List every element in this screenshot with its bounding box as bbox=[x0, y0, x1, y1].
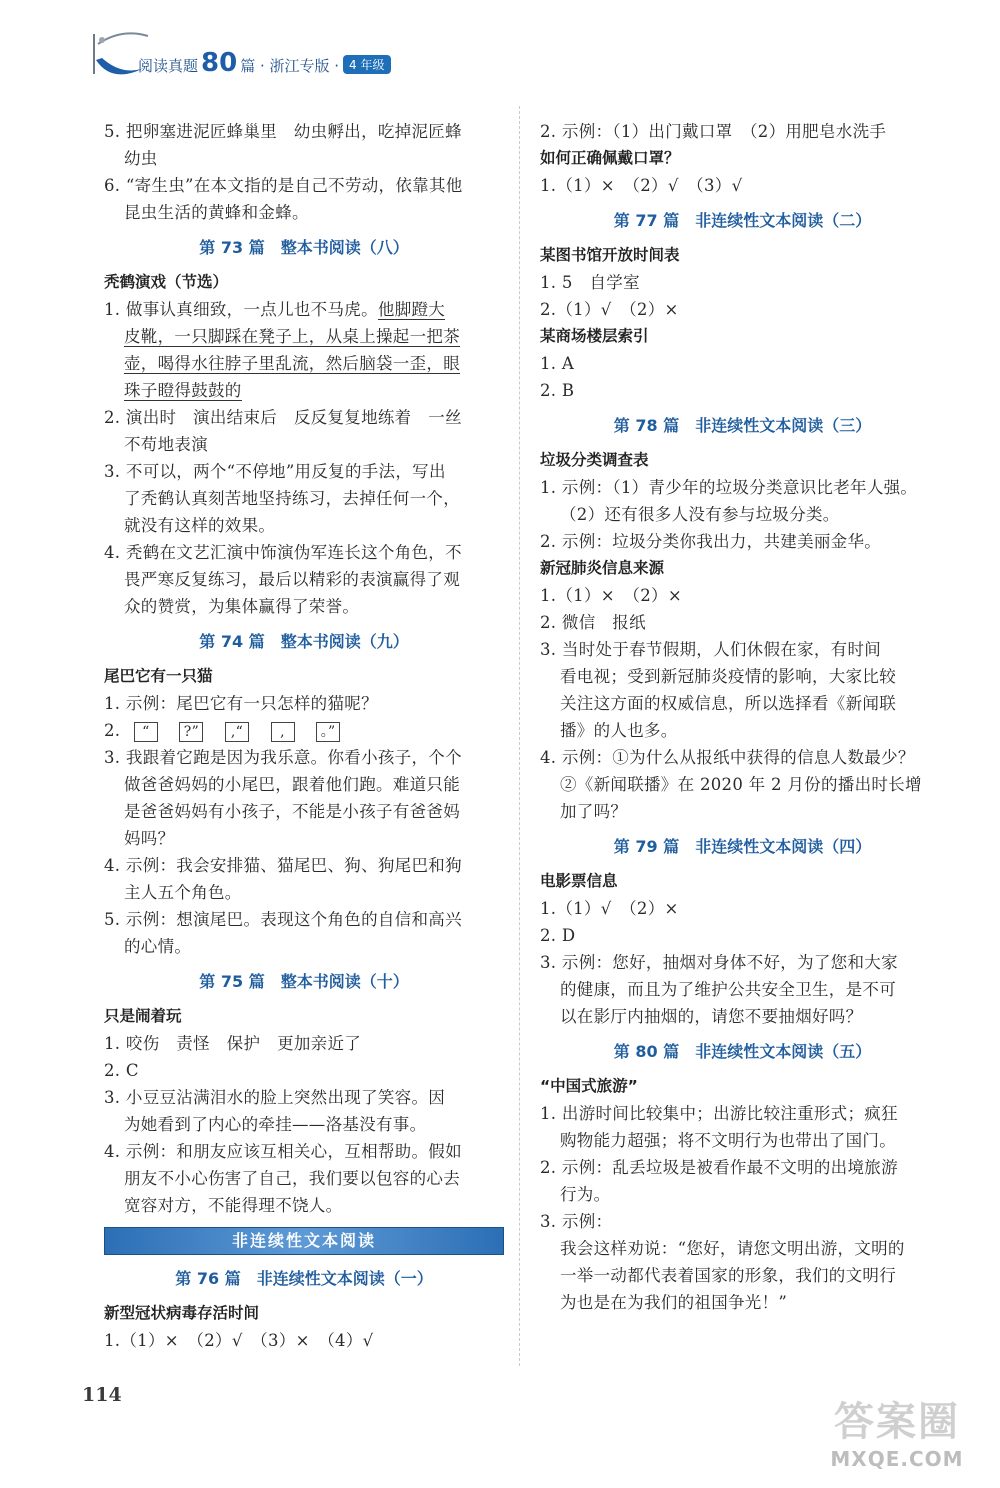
underlined-text: 他脚蹬大 bbox=[377, 300, 446, 319]
watermark-text: 答案圈 bbox=[834, 1399, 960, 1445]
passage-title: 秃鹤演戏（节选） bbox=[104, 273, 229, 291]
passage-title: 某图书馆开放时间表 bbox=[540, 246, 680, 264]
passage-title: 某商场楼层索引 bbox=[540, 327, 649, 345]
column-divider bbox=[519, 106, 520, 1366]
answer-line: 3. 不可以，两个“不停地”用反复的手法，写出 bbox=[104, 462, 446, 481]
answer-line: 3. 小豆豆沾满泪水的脸上突然出现了笑容。因 bbox=[104, 1088, 446, 1107]
punctuation-box: 。” bbox=[316, 722, 340, 742]
answer-line: 3. 示例： bbox=[540, 1212, 613, 1231]
answer-line: 1. 示例：尾巴它有一只怎样的猫呢？ bbox=[104, 694, 378, 713]
answer-line: 1.（1）× （2）× bbox=[540, 586, 682, 605]
answer-line: 2. 演出时 演出结束后 反反复复地练着 一丝 bbox=[104, 408, 462, 427]
answer-line: 加了吗？ bbox=[560, 802, 628, 821]
section-heading-80: 第 80 篇 非连续性文本阅读（五） bbox=[613, 1042, 872, 1061]
answer-line: 为也是在为我们的祖国争光！” bbox=[560, 1293, 788, 1312]
answer-line: 1.（1）√ （2）× bbox=[540, 899, 679, 918]
answer-line: 6. “寄生虫”在本文指的是自己不劳动，依靠其他 bbox=[104, 176, 463, 195]
answer-line: 关注这方面的权威信息，所以选择看《新闻联 bbox=[560, 694, 896, 713]
title-prefix: 阅读真题 bbox=[138, 57, 199, 75]
answer-line: 了秃鹤认真刻苦地坚持练习，去掉任何一个， bbox=[124, 489, 460, 508]
left-column bbox=[104, 118, 504, 1354]
answer-line: 2. 微信 报纸 bbox=[540, 613, 646, 632]
punctuation-box: , bbox=[271, 722, 295, 742]
answer-line: 5. 把卵塞进泥匠蜂巢里 幼虫孵出，吃掉泥匠蜂 bbox=[104, 122, 462, 141]
page-number: 114 bbox=[82, 1384, 122, 1406]
answer-line: 妈吗？ bbox=[124, 829, 175, 848]
punctuation-box: ,“ bbox=[225, 722, 249, 742]
section-heading-78: 第 78 篇 非连续性文本阅读（三） bbox=[613, 416, 872, 435]
punctuation-box: “ bbox=[134, 722, 158, 742]
passage-title: 新型冠状病毒存活时间 bbox=[104, 1304, 260, 1322]
answer-line: 2. 示例：（1）出门戴口罩 （2）用肥皂水洗手 bbox=[540, 122, 887, 141]
answer-line: 的健康，而且为了维护公共安全卫生，是不可 bbox=[560, 980, 896, 999]
answer-line: 做爸爸妈妈的小尾巴，跟着他们跑。难道只能 bbox=[124, 775, 460, 794]
answer-line: 购物能力超强；将不文明行为也带出了国门。 bbox=[560, 1131, 896, 1150]
section-heading-74: 第 74 篇 整本书阅读（九） bbox=[199, 632, 409, 651]
answer-line: 一举一动都代表着国家的形象，我们的文明行 bbox=[560, 1266, 896, 1285]
answer-line: 1.（1）× （2）√ （3）× （4）√ bbox=[104, 1331, 374, 1350]
section-heading-73: 第 73 篇 整本书阅读（八） bbox=[199, 238, 409, 257]
answer-line: 以在影厅内抽烟的，请您不要抽烟好吗？ bbox=[560, 1007, 863, 1026]
punctuation-box: ?” bbox=[179, 722, 203, 742]
answer-line: 2. 示例：垃圾分类你我出力，共建美丽金华。 bbox=[540, 532, 882, 551]
answer-line: 主人五个角色。 bbox=[124, 883, 242, 902]
passage-title: 尾巴它有一只猫 bbox=[104, 667, 213, 685]
answer-line: 行为。 bbox=[560, 1185, 611, 1204]
answer-line: 1. 咬伤 责怪 保护 更加亲近了 bbox=[104, 1034, 362, 1053]
answer-line bbox=[104, 350, 504, 377]
answer-line: 2.（1）√ （2）× bbox=[540, 300, 679, 319]
answer-line: 2. D bbox=[540, 926, 576, 945]
passage-title: 只是闹着玩 bbox=[104, 1007, 182, 1025]
answer-text: 1. 做事认真细致，一点儿也不马虎。 bbox=[104, 300, 378, 319]
answer-line: 4. 秃鹤在文艺汇演中饰演伪军连长这个角色，不 bbox=[104, 543, 462, 562]
title-suffix: 篇 · 浙江专版 · bbox=[240, 57, 340, 75]
answer-line: 2. B bbox=[540, 381, 575, 400]
answer-line: 4. 示例：①为什么从报纸中获得的信息人数最少？ bbox=[540, 748, 915, 767]
answer-line: 1. 示例：（1）青少年的垃圾分类意识比老年人强。 bbox=[540, 478, 918, 497]
answer-line: 1. A bbox=[540, 354, 575, 373]
answer-line: 宽容对方，不能得理不饶人。 bbox=[124, 1196, 343, 1215]
answer-line: 是爸爸妈妈有小孩子，不能是小孩子有爸爸妈 bbox=[124, 802, 460, 821]
answer-line: 众的赞赏，为集体赢得了荣誉。 bbox=[124, 597, 360, 616]
answer-line: 我会这样劝说：“您好，请您文明出游，文明的 bbox=[560, 1239, 905, 1258]
answer-line: ②《新闻联播》在 2020 年 2 月份的播出时长增 bbox=[560, 775, 922, 794]
right-column bbox=[540, 118, 945, 1316]
answer-line: 畏严寒反复练习，最后以精彩的表演赢得了观 bbox=[124, 570, 460, 589]
answer-line: 4. 示例：和朋友应该互相关心，互相帮助。假如 bbox=[104, 1142, 462, 1161]
passage-title: 新冠肺炎信息来源 bbox=[540, 559, 665, 577]
watermark-logo bbox=[812, 1390, 982, 1480]
section-heading-77: 第 77 篇 非连续性文本阅读（二） bbox=[613, 211, 872, 230]
passage-title: 垃圾分类调查表 bbox=[540, 451, 649, 469]
section-heading-79: 第 79 篇 非连续性文本阅读（四） bbox=[613, 837, 872, 856]
title-number: 80 bbox=[201, 48, 238, 78]
answer-line: 3. 当时处于春节假期，人们休假在家，有时间 bbox=[540, 640, 882, 659]
grade-badge: 4 年级 bbox=[343, 55, 390, 74]
answer-line: 幼虫 bbox=[124, 149, 158, 168]
answer-line: 的心情。 bbox=[124, 937, 192, 956]
underlined-text: 珠子瞪得鼓鼓的 bbox=[124, 381, 242, 400]
answer-line: 1.（1）× （2）√ （3）√ bbox=[540, 176, 743, 195]
passage-title: 电影票信息 bbox=[540, 872, 618, 890]
answer-line: 2. C bbox=[104, 1061, 139, 1080]
answer-line: 朋友不小心伤害了自己，我们要以包容的心去 bbox=[124, 1169, 460, 1188]
section-heading-75: 第 75 篇 整本书阅读（十） bbox=[199, 972, 409, 991]
page-header bbox=[92, 18, 512, 88]
passage-title: “中国式旅游” bbox=[540, 1077, 638, 1095]
answer-line: （2）还有很多人没有参与垃圾分类。 bbox=[560, 505, 840, 524]
watermark-url: MXQE.COM bbox=[830, 1447, 964, 1471]
punctuation-answer bbox=[104, 717, 504, 744]
answer-line: 不苟地表演 bbox=[124, 435, 208, 454]
answer-line: 5. 示例：想演尾巴。表现这个角色的自信和高兴 bbox=[104, 910, 462, 929]
book-title bbox=[138, 48, 391, 78]
answer-line: 4. 示例：我会安排猫、猫尾巴、狗、狗尾巴和狗 bbox=[104, 856, 462, 875]
answer-line: 就没有这样的效果。 bbox=[124, 516, 276, 535]
underlined-text: 壶，喝得水往脖子里乱流，然后脑袋一歪，眼 bbox=[124, 354, 460, 373]
passage-title: 如何正确佩戴口罩？ bbox=[540, 149, 680, 167]
answer-line: 3. 示例：您好，抽烟对身体不好，为了您和大家 bbox=[540, 953, 898, 972]
answer-line: 为她看到了内心的牵挂——洛基没有事。 bbox=[124, 1115, 427, 1134]
answer-line: 昆虫生活的黄蜂和金蜂。 bbox=[124, 203, 309, 222]
answer-line: 3. 我跟着它跑是因为我乐意。你看小孩子，个个 bbox=[104, 748, 462, 767]
answer-line: 播》的人也多。 bbox=[560, 721, 678, 740]
answer-line bbox=[104, 323, 504, 350]
answer-line: 1. 出游时间比较集中；出游比较注重形式；疯狂 bbox=[540, 1104, 898, 1123]
answer-line: 1. 5 自学室 bbox=[540, 273, 640, 292]
underlined-text: 皮靴，一只脚踩在凳子上，从桌上操起一把茶 bbox=[124, 327, 460, 346]
answer-line bbox=[104, 377, 504, 404]
answer-line: 2. 示例：乱丢垃圾是被看作最不文明的出境旅游 bbox=[540, 1158, 898, 1177]
category-banner: 非连续性文本阅读 bbox=[104, 1227, 504, 1255]
section-heading-76: 第 76 篇 非连续性文本阅读（一） bbox=[175, 1269, 433, 1288]
answer-number: 2. bbox=[104, 721, 121, 740]
answer-line bbox=[104, 296, 504, 323]
answer-line: 看电视；受到新冠肺炎疫情的影响，大家比较 bbox=[560, 667, 896, 686]
